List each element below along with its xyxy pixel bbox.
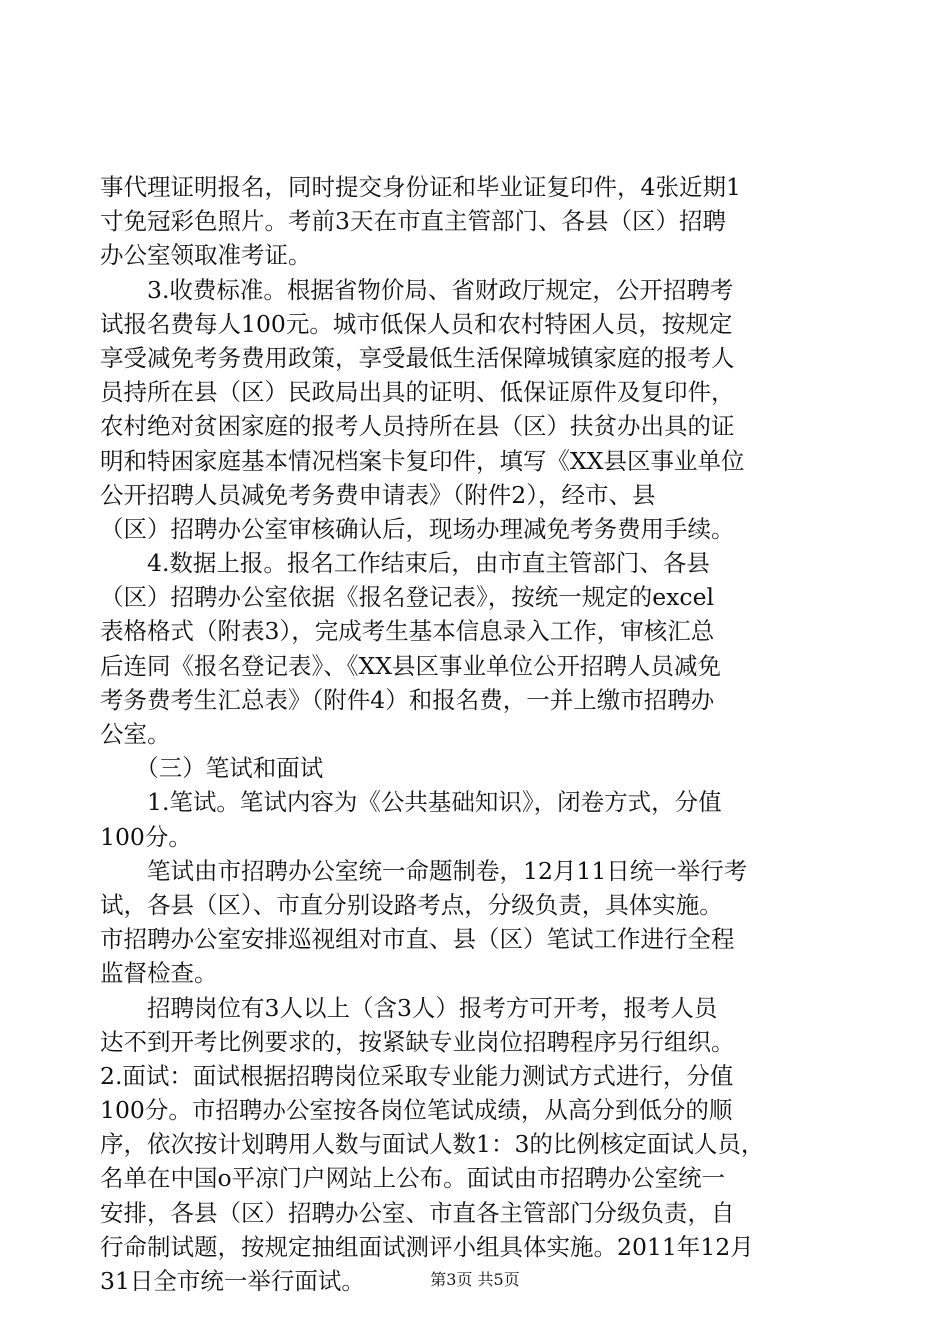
text-line: 市招聘办公室安排巡视组对市直、县（区）笔试工作进行全程 [100, 925, 735, 954]
text-line: 公室。 [100, 720, 171, 748]
text-line: 名单在中国o平凉门户网站上公布。面试由市招聘办公室统一 [100, 1164, 726, 1193]
text-line: 寸免冠彩色照片。考前3天在市直主管部门、各县（区）招聘 [100, 207, 726, 236]
text-line: 员持所在县（区）民政局出具的证明、低保证原件及复印件， [100, 378, 735, 407]
text-line: 事代理证明报名，同时提交身份证和毕业证复印件，4张近期1 [100, 173, 741, 201]
text-line: 100分。市招聘办公室按各岗位笔试成绩，从高分到低分的顺 [100, 1096, 733, 1125]
text-line: 表格格式（附表3），完成考生基本信息录入工作，审核汇总 [100, 617, 715, 646]
text-line: （区）招聘办公室依据《报名登记表》，按统一规定的excel [100, 583, 714, 612]
section-heading: （三）笔试和面试 [100, 754, 324, 783]
text-line: 100分。 [100, 822, 192, 851]
text-line: 办公室领取准考证。 [100, 241, 312, 270]
text-line: 安排，各县（区）招聘办公室、市直各主管部门分级负责，自 [100, 1198, 735, 1227]
text-line: 行命制试题，按规定抽组面试测评小组具体实施。2011年12月 [100, 1232, 754, 1261]
text-line: 4.数据上报。报名工作结束后，由市直主管部门、各县 [100, 549, 710, 578]
text-line: 3.收费标准。根据省物价局、省财政厅规定，公开招聘考 [100, 275, 734, 304]
text-line: 试，各县（区）、市直分别设路考点，分级负责，具体实施。 [100, 890, 723, 919]
text-line: 31日全市统一举行面试。 [100, 1267, 365, 1295]
text-line: 2.面试：面试根据招聘岗位采取专业能力测试方式进行，分值 [100, 1061, 734, 1090]
text-line: 农村绝对贫困家庭的报考人员持所在县（区）扶贫办出具的证 [100, 412, 735, 441]
text-line: 笔试由市招聘办公室统一命题制卷，12月11日统一举行考 [100, 856, 748, 885]
text-line: 试报名费每人100元。城市低保人员和农村特困人员，按规定 [100, 309, 733, 338]
text-line: 招聘岗位有3人以上（含3人）报考方可开考，报考人员 [100, 993, 718, 1022]
page-number-footer: 第3页 共5页 [430, 1270, 520, 1289]
text-line: 公开招聘人员减免考务费申请表》（附件2），经市、县 [100, 480, 656, 509]
text-line: 序，依次按计划聘用人数与面试人数1：3的比例核定面试人员， [100, 1130, 765, 1159]
text-line: 享受减免考务费用政策，享受最低生活保障城镇家庭的报考人 [100, 343, 735, 372]
text-line: 监督检查。 [100, 959, 218, 988]
text-line: 明和特困家庭基本情况档案卡复印件，填写《XX县区事业单位 [100, 446, 745, 475]
document-body [100, 170, 835, 1298]
text-line: 后连同《报名登记表》、《XX县区事业单位公开招聘人员减免 [100, 651, 721, 680]
text-line: 达不到开考比例要求的，按紧缺专业岗位招聘程序另行组织。 [100, 1027, 735, 1056]
text-line: 1.笔试。笔试内容为《公共基础知识》，闭卷方式，分值 [100, 788, 722, 817]
text-line: 考务费考生汇总表》（附件4）和报名费，一并上缴市招聘办 [100, 685, 715, 714]
text-line: （区）招聘办公室审核确认后，现场办理减免考务费用手续。 [100, 514, 735, 543]
